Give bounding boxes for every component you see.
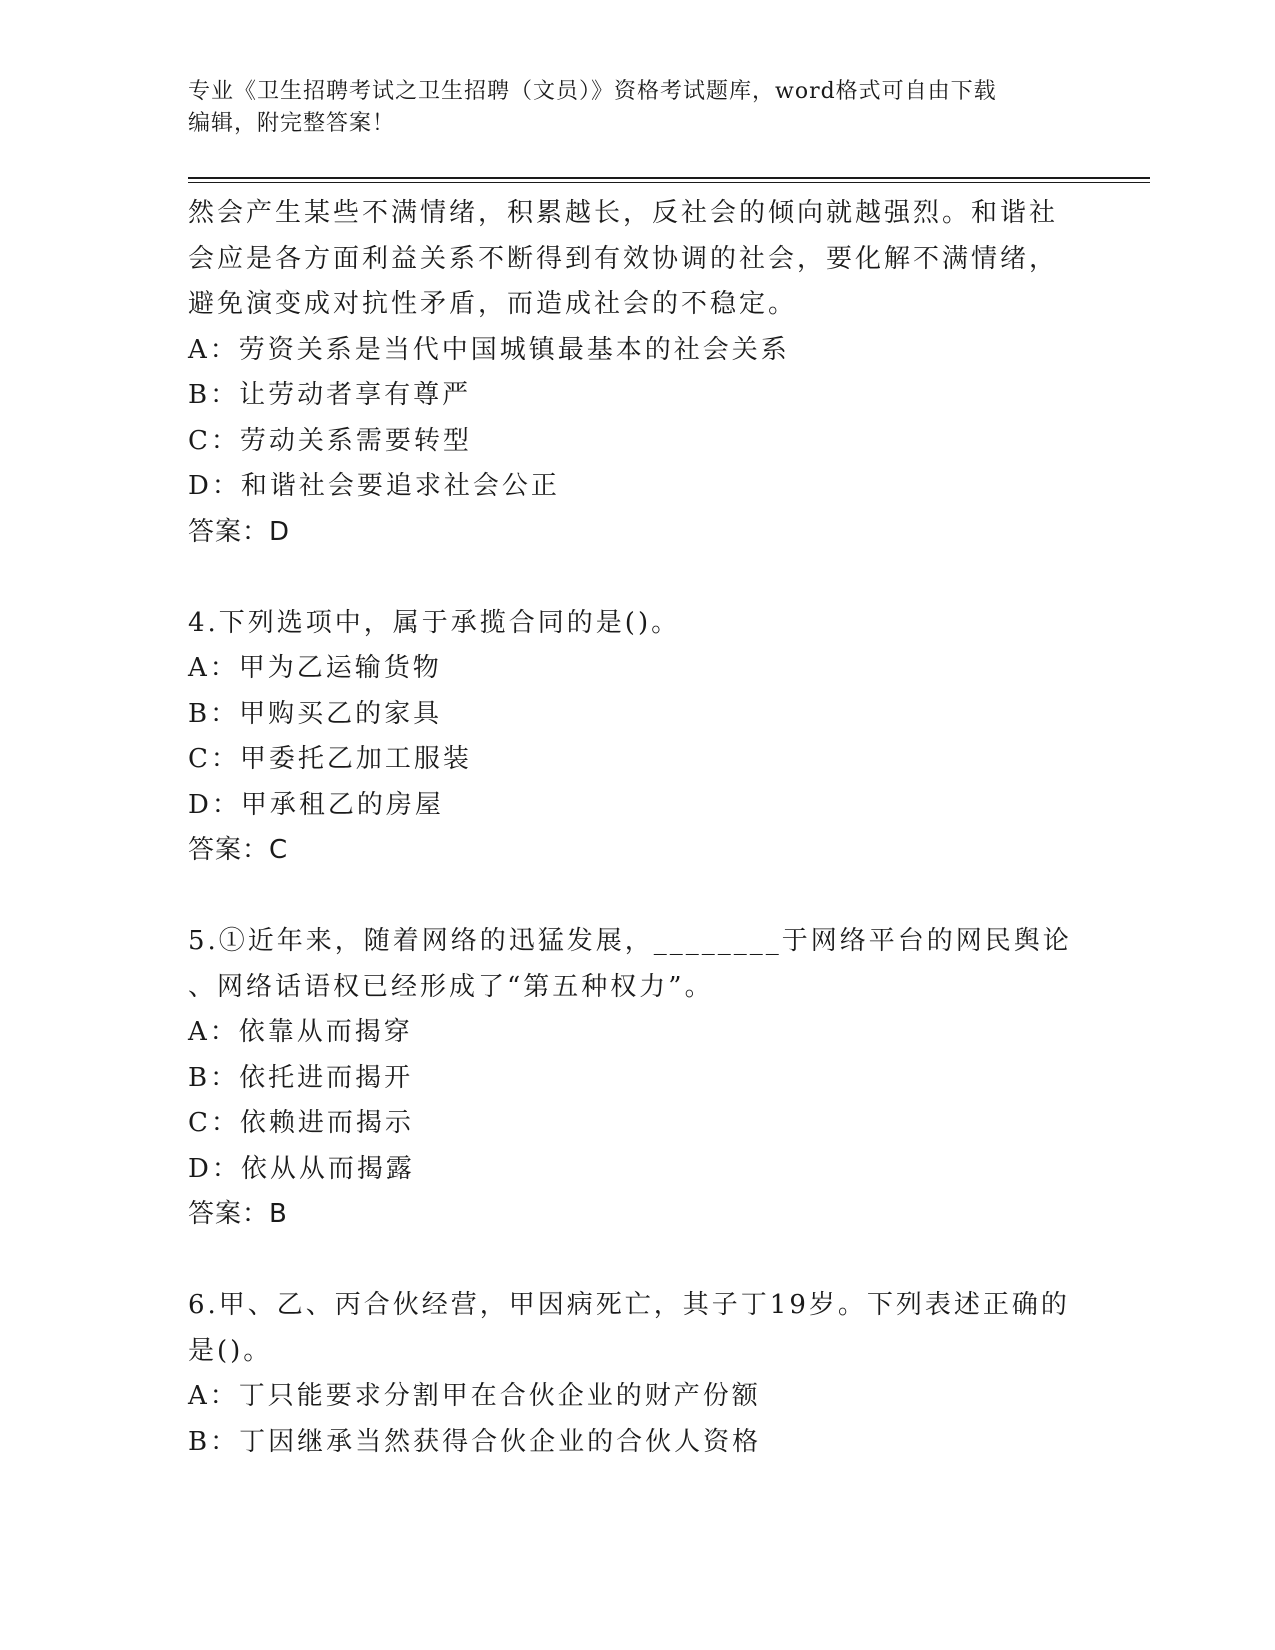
answer-line: 答案：C [188, 835, 289, 865]
question-stem: 5.①近年来，随着网络的迅猛发展，________于网络平台的网民舆论 [188, 926, 1072, 956]
spacer [188, 1238, 1088, 1284]
option-b: B：甲购买乙的家具 [188, 698, 443, 729]
header-divider-thin [188, 182, 1150, 183]
option-a: A：依靠从而揭穿 [188, 1017, 413, 1047]
option-c: C：甲委托乙加工服装 [188, 744, 472, 774]
question-stem: 、网络话语权已经形成了“第五种权力”。 [188, 971, 714, 1002]
question-4 [188, 601, 1088, 874]
option-a: A：劳资关系是当代中国城镇最基本的社会关系 [188, 334, 790, 365]
spacer [188, 874, 1088, 920]
header-line-2: 编辑，附完整答案！ [188, 111, 396, 136]
passage-line: 然会产生某些不满情绪，积累越长，反社会的倾向就越强烈。和谐社 [188, 198, 1059, 228]
option-d: D：依从从而揭露 [188, 1153, 415, 1184]
option-c: C：劳动关系需要转型 [188, 425, 472, 456]
passage-line: 会应是各方面利益关系不断得到有效协调的社会，要化解不满情绪， [188, 243, 1059, 274]
option-b: B：依托进而揭开 [188, 1062, 414, 1093]
question-3-continuation [188, 191, 1088, 555]
option-a: A：甲为乙运输货物 [188, 653, 442, 683]
question-6 [188, 1283, 1088, 1465]
document-body [188, 191, 1088, 1465]
option-b: B：让劳动者享有尊严 [188, 380, 472, 410]
option-c: C：依赖进而揭示 [188, 1108, 414, 1138]
option-d: D：甲承租乙的房屋 [188, 789, 444, 820]
header-divider-thick [188, 177, 1150, 179]
question-stem: 4.下列选项中，属于承揽合同的是()。 [188, 607, 681, 638]
answer-line: 答案：B [188, 1199, 288, 1229]
question-stem: 6.甲、乙、丙合伙经营，甲因病死亡，其子丁19岁。下列表述正确的 [188, 1290, 1070, 1320]
answer-line: 答案：D [188, 516, 291, 547]
question-stem: 是()。 [188, 1335, 273, 1366]
header-line-1: 专业《卫生招聘考试之卫生招聘（文员）》资格考试题库，word格式可自由下载 [188, 79, 997, 104]
spacer [188, 555, 1088, 601]
passage-line: 避免演变成对抗性矛盾，而造成社会的不稳定。 [188, 289, 798, 319]
option-d: D：和谐社会要追求社会公正 [188, 471, 560, 501]
option-b: B：丁因继承当然获得合伙企业的合伙人资格 [188, 1426, 762, 1457]
option-a: A：丁只能要求分割甲在合伙企业的财产份额 [188, 1381, 761, 1411]
document-header [188, 76, 1088, 140]
question-5 [188, 919, 1088, 1238]
